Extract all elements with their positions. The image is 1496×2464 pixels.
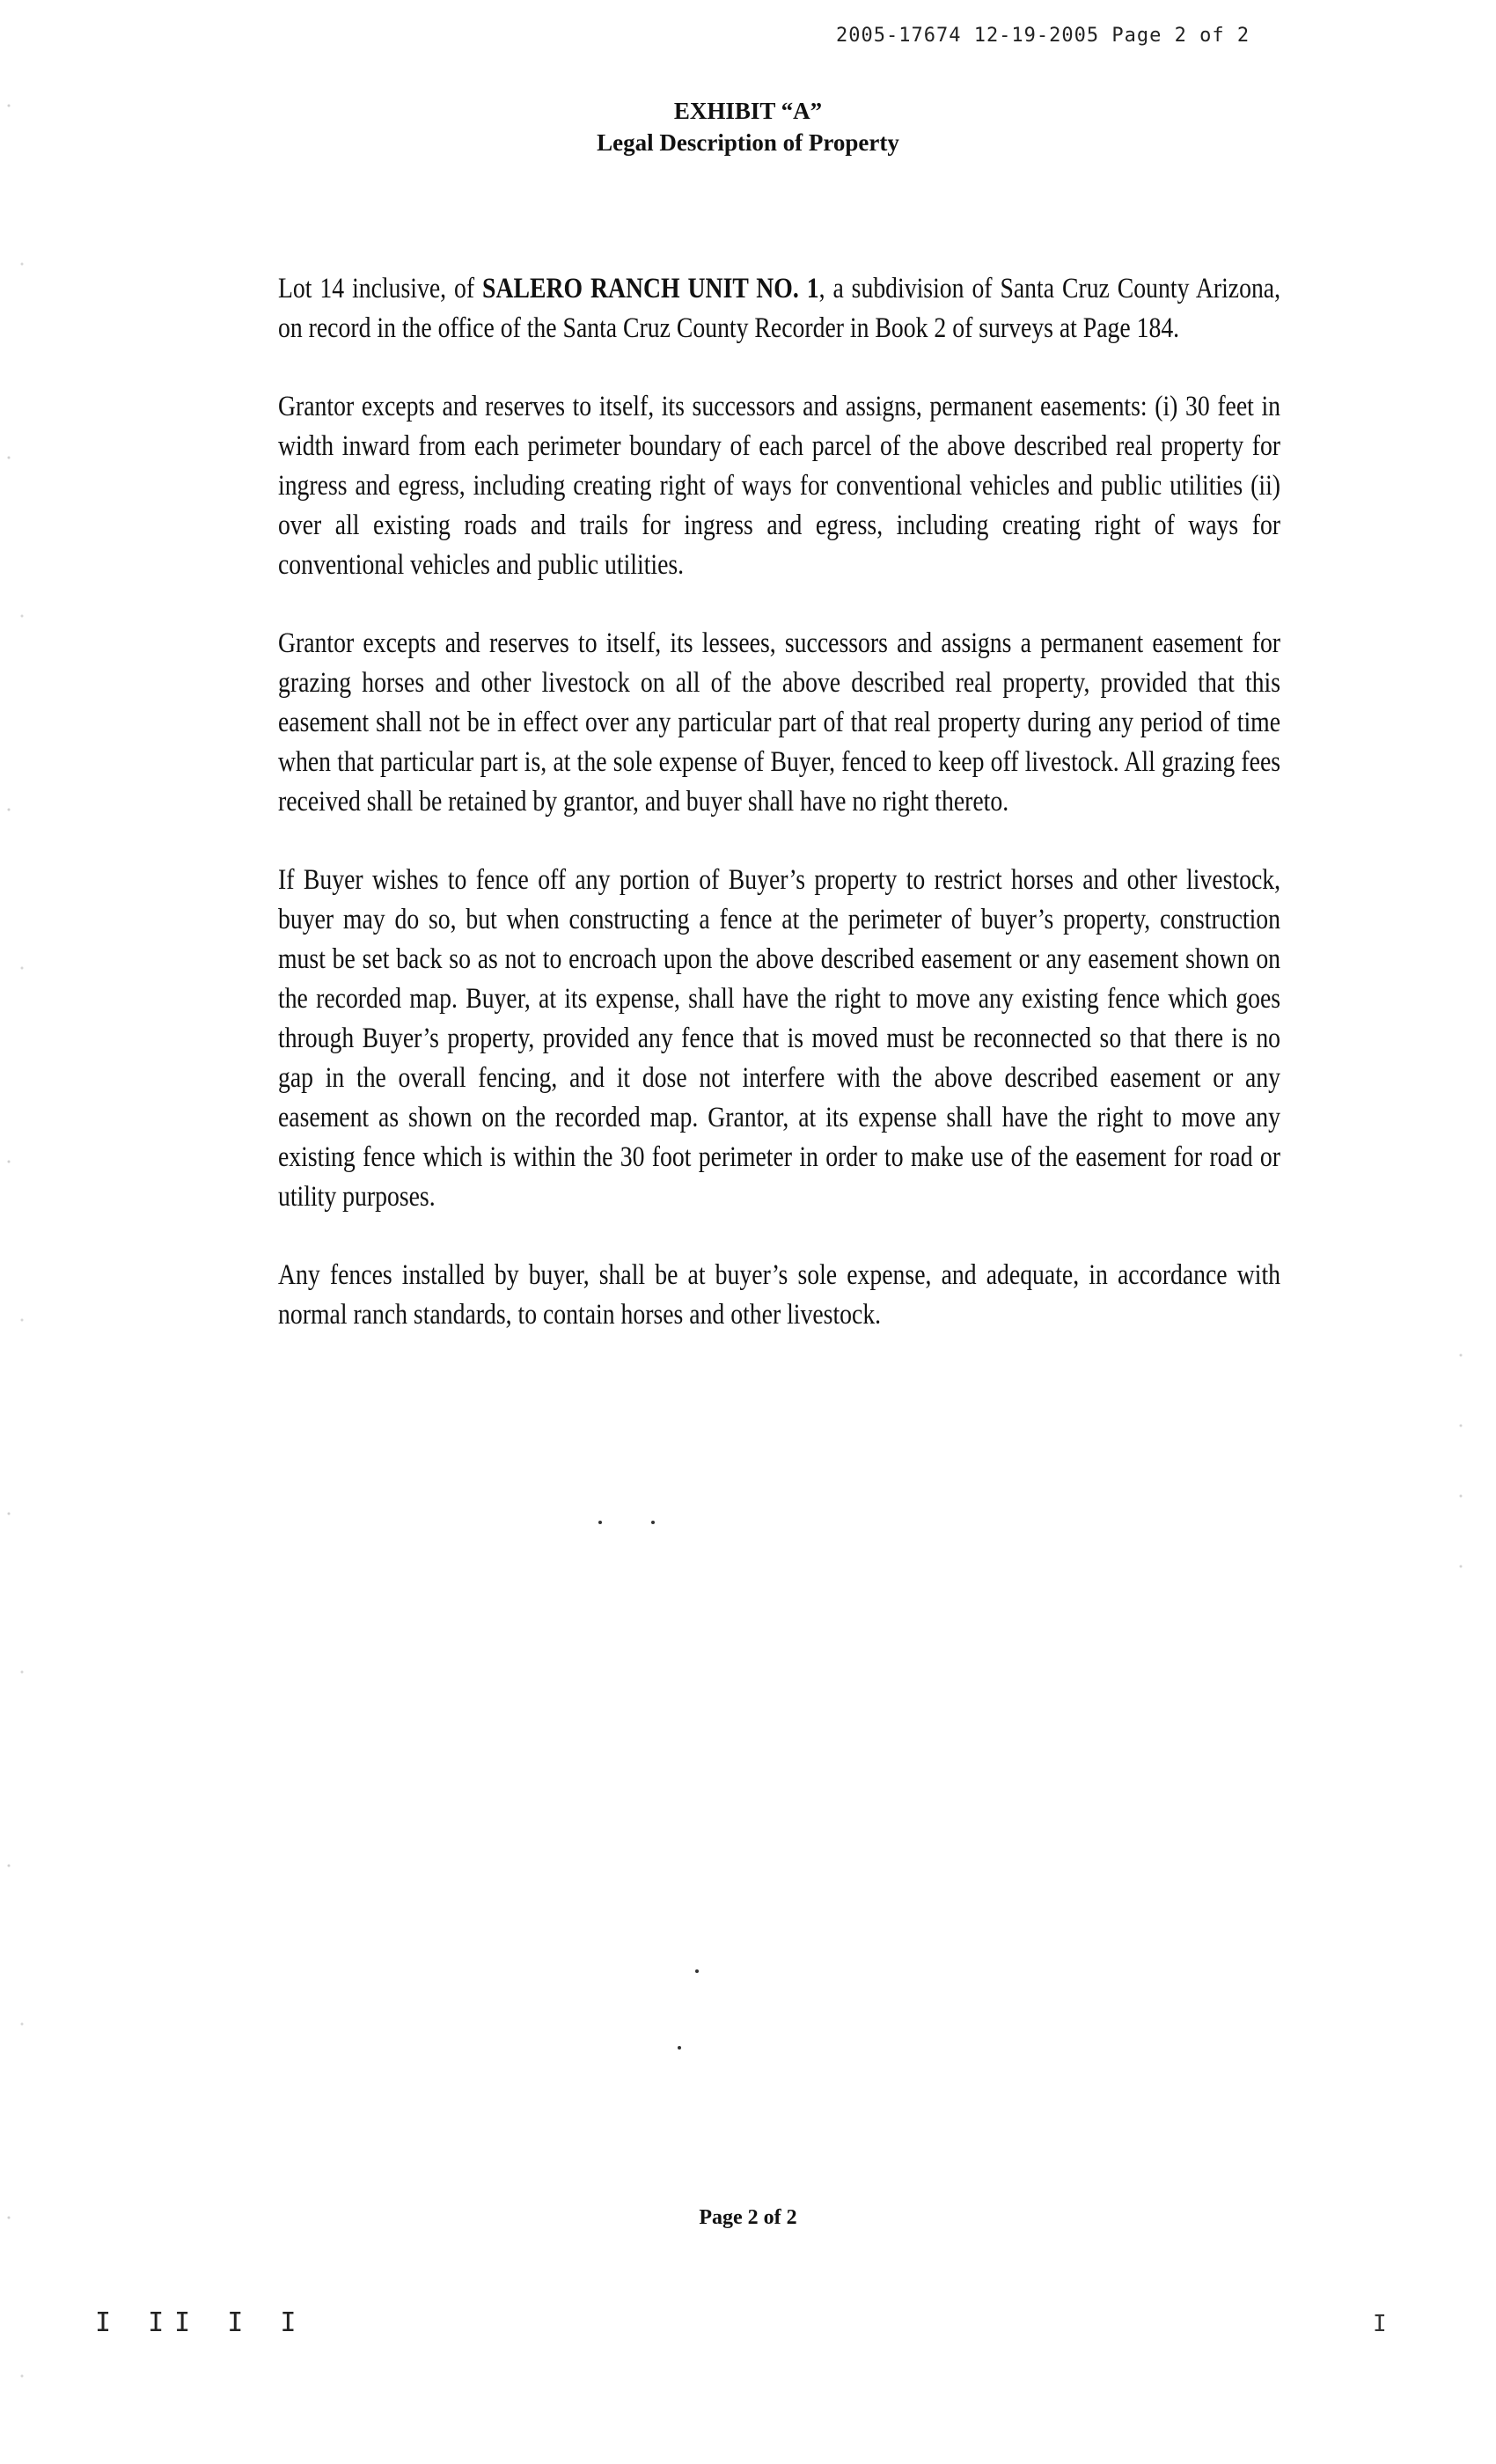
legal-description-body bbox=[278, 269, 1280, 1374]
lot-text-suffix: , a subdivision of Santa Cruz County Arizona, on record in the office of the Santa Cruz County Recorder in Book 2 of surveys at Page 184. bbox=[278, 273, 1281, 344]
scan-mark-bottom-right: I bbox=[1373, 2311, 1387, 2337]
paragraph-lot-description bbox=[278, 269, 1280, 348]
scan-marks-bottom-left: I II I I bbox=[95, 2307, 307, 2338]
paragraph-grazing-easement: Grantor excepts and reserves to itself, its lessees, successors and assigns a permanent easement for grazing horses and other livestock on all of the above described real property, provided that this easement shall not be in effect over any particular part of that real property during any period of time when that particular part is, at the sole expense of Buyer, fenced to keep off livestock. All grazing fees received shall be retained by grantor, and buyer shall have no right thereto. bbox=[278, 627, 1281, 818]
scan-speck bbox=[651, 1521, 655, 1524]
recording-stamp: 2005-17674 12-19-2005 Page 2 of 2 bbox=[836, 25, 1250, 47]
exhibit-title-block bbox=[0, 95, 1496, 158]
exhibit-title: EXHIBIT “A” bbox=[673, 98, 823, 124]
lot-text-prefix: Lot 14 inclusive, of bbox=[278, 273, 483, 304]
scan-noise-right-edge bbox=[1443, 1320, 1496, 1584]
paragraph-easements: Grantor excepts and reserves to itself, its successors and assigns, permanent easements: (i) 30 feet in width inward from each perimeter boundary of each parcel of the above described real property for ingress and egress, including creating right of ways for conventional vehicles and public utilities (ii) over all existing roads and trails for ingress and egress, including creating right of ways for conventional vehicles and public utilities. bbox=[278, 391, 1281, 581]
subdivision-name: SALERO RANCH UNIT NO. 1 bbox=[482, 273, 819, 304]
paragraph-fence-costs: Any fences installed by buyer, shall be at buyer’s sole expense, and adequate, in accordance with normal ranch standards, to contain horses and other livestock. bbox=[278, 1259, 1281, 1331]
scan-noise-left-edge bbox=[0, 0, 53, 2464]
scan-speck bbox=[695, 1969, 699, 1973]
exhibit-subtitle: Legal Description of Property bbox=[597, 129, 899, 156]
scan-speck bbox=[678, 2046, 681, 2050]
page-number-footer: Page 2 of 2 bbox=[699, 2206, 797, 2229]
paragraph-fencing: If Buyer wishes to fence off any portion of Buyer’s property to restrict horses and other livestock, buyer may do so, but when constructing a fence at the perimeter of buyer’s property, construction must be set back so as not to encroach upon the above described easement or any easement shown on the recorded map. Buyer, at its expense, shall have the right to move any existing fence which goes through Buyer’s property, provided any fence that is moved must be reconnected so that there is no gap in the overall fencing, and it dose not interfere with the above described easement or any easement as shown on the recorded map. Grantor, at its expense shall have the right to move any existing fence which is within the 30 foot perimeter in order to make use of the easement for road or utility purposes. bbox=[278, 864, 1281, 1213]
scan-speck bbox=[598, 1521, 602, 1524]
